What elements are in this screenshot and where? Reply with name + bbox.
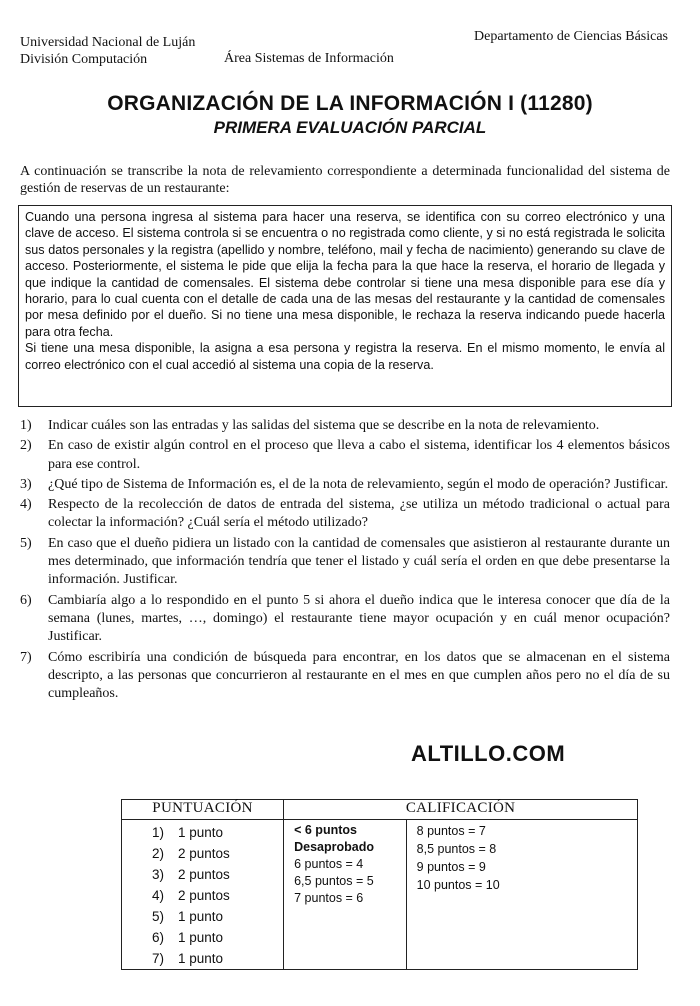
question-text: En caso de existir algún control en el proceso que lleva a cabo el sistema, identificar los 4 elementos básicos para ese control.: [48, 438, 670, 472]
question-text: ¿Qué tipo de Sistema de Información es, el de la nota de relevamiento, según el modo de operación? Justificar.: [48, 476, 669, 492]
points-item: [152, 906, 283, 927]
score-table-header-row: [122, 800, 638, 820]
points-item: [152, 843, 283, 864]
points-value: 1 punto: [178, 951, 224, 966]
survey-note-box: [18, 205, 672, 407]
points-list: [122, 820, 283, 969]
question-number: 3): [20, 476, 32, 492]
question-text: Cómo escribiría una condición de búsqueda para encontrar, en los datos que se almacenan en el sistema descripto, a las personas que concurrieron al restaurante en el mes en que cumplen años pero no el día de su cumpleaños.: [48, 649, 670, 702]
question-item: [20, 496, 670, 533]
division-name: División Computación: [20, 52, 148, 67]
grade-entry: 8 puntos = 7: [416, 824, 486, 838]
points-question-number: 7): [152, 951, 165, 966]
points-item: [152, 864, 283, 885]
note-paragraph-2: Si tiene una mesa disponible, la asigna a esa persona y registra la reserva. En el mismo momento, le envía al correo electrónico con el cual accedió al sistema una copia de la reserva.: [25, 341, 665, 372]
header-institution: [20, 34, 195, 68]
note-paragraph-1: Cuando una persona ingresa al sistema para hacer una reserva, se identifica con su correo electrónico y una clave de acceso. El sistema controla si se encuentra o no registrada como cliente, y si no está registrada le solicita sus datos personales y la registra (apellido y nombre, teléfono, mail y fecha de nacimiento) generando su clave de acceso. Posteriormente, el sistema le pide que elija la fecha para la que hace la reserva, el horario de llegada y que indique la cantidad de comensales. El sistema debe controlar si tiene una mesa disponible para ese día y horario, para lo cual cuenta con el detalle de cada una de las mesas del restaurante y la cantidad de comensales por mesa definido por el dueño. Si no tiene una mesa disponible, le rechaza la reserva indicando puede hacerla para otra fecha.: [25, 210, 665, 339]
points-item: [152, 948, 283, 969]
grade-cell-left: [284, 820, 407, 970]
score-table: [121, 799, 638, 970]
grade-threshold: < 6 puntos: [294, 823, 357, 837]
question-item: [20, 535, 670, 590]
question-item: [20, 437, 670, 474]
watermark-logo: ALTILLO.COM: [411, 741, 566, 766]
university-name: Universidad Nacional de Luján: [20, 35, 196, 50]
question-text: Respecto de la recolección de datos de entrada del sistema, ¿se utiliza un método tradicional o actual para colectar la información? ¿Cuál sería el método utilizado?: [48, 497, 670, 531]
grade-entry: 10 puntos = 10: [416, 878, 500, 892]
area-name: Área Sistemas de Información: [224, 51, 394, 66]
question-text: Cambiaría algo a lo respondido en el punto 5 si ahora el dueño indica que le interesa conocer que día de la semana (lunes, martes, …, domingo) el restaurante tiene mayor ocupación y en cuál menor ocupación? Justificar.: [48, 592, 670, 645]
department-name: Departamento de Ciencias Básicas: [474, 29, 668, 44]
points-value: 1 punto: [178, 825, 224, 840]
grade-cell-right: [406, 820, 637, 970]
grade-list-right: [407, 820, 637, 894]
question-list: [20, 417, 670, 705]
question-number: 2): [20, 438, 32, 454]
grade-entry: 8,5 puntos = 8: [416, 842, 497, 856]
points-item: [152, 822, 283, 843]
points-question-number: 2): [152, 846, 165, 861]
question-item: [20, 592, 670, 647]
question-number: 5): [20, 535, 32, 551]
question-number: 4): [20, 497, 32, 513]
score-table-body-row: [122, 820, 638, 970]
points-item: [152, 885, 283, 906]
question-number: 6): [20, 592, 32, 608]
grade-list-left: [284, 820, 406, 907]
grade-fail-label: Desaprobado: [294, 840, 374, 854]
grade-entry: 7 puntos = 6: [294, 891, 364, 905]
question-text: En caso que el dueño pidiera un listado con la cantidad de comensales que asistieron al restaurante durante un mes determinado, que información tendría que tener el listado y cuál sería el orden en que debe presentarse la información. Justificar.: [48, 535, 670, 588]
question-item: [20, 476, 670, 494]
points-value: 1 punto: [178, 930, 224, 945]
grade-entry: 9 puntos = 9: [416, 860, 486, 874]
points-value: 2 puntos: [178, 846, 230, 861]
points-header: PUNTUACIÓN: [122, 800, 284, 820]
points-question-number: 3): [152, 867, 165, 882]
points-question-number: 1): [152, 825, 165, 840]
question-item: [20, 649, 670, 704]
question-text: Indicar cuáles son las entradas y las salidas del sistema que se describe en la nota de relevamiento.: [48, 418, 600, 433]
page-subtitle: PRIMERA EVALUACIÓN PARCIAL: [213, 118, 487, 137]
points-question-number: 5): [152, 909, 165, 924]
points-value: 2 puntos: [178, 888, 230, 903]
page-title: ORGANIZACIÓN DE LA INFORMACIÓN I (11280): [107, 92, 593, 115]
points-question-number: 6): [152, 930, 165, 945]
grade-header: CALIFICACIÓN: [284, 800, 638, 820]
question-number: 7): [20, 649, 32, 665]
grade-entry: 6 puntos = 4: [294, 857, 364, 871]
question-item: [20, 417, 670, 435]
points-value: 1 punto: [178, 909, 224, 924]
grade-entry: 6,5 puntos = 5: [294, 874, 374, 888]
points-question-number: 4): [152, 888, 165, 903]
intro-text: A continuación se transcribe la nota de relevamiento correspondiente a determinada funcionalidad del sistema de gestión de reservas de un restaurante:: [20, 164, 670, 196]
question-number: 1): [20, 418, 32, 433]
points-value: 2 puntos: [178, 867, 230, 882]
points-item: [152, 927, 283, 948]
points-cell: [122, 820, 284, 970]
